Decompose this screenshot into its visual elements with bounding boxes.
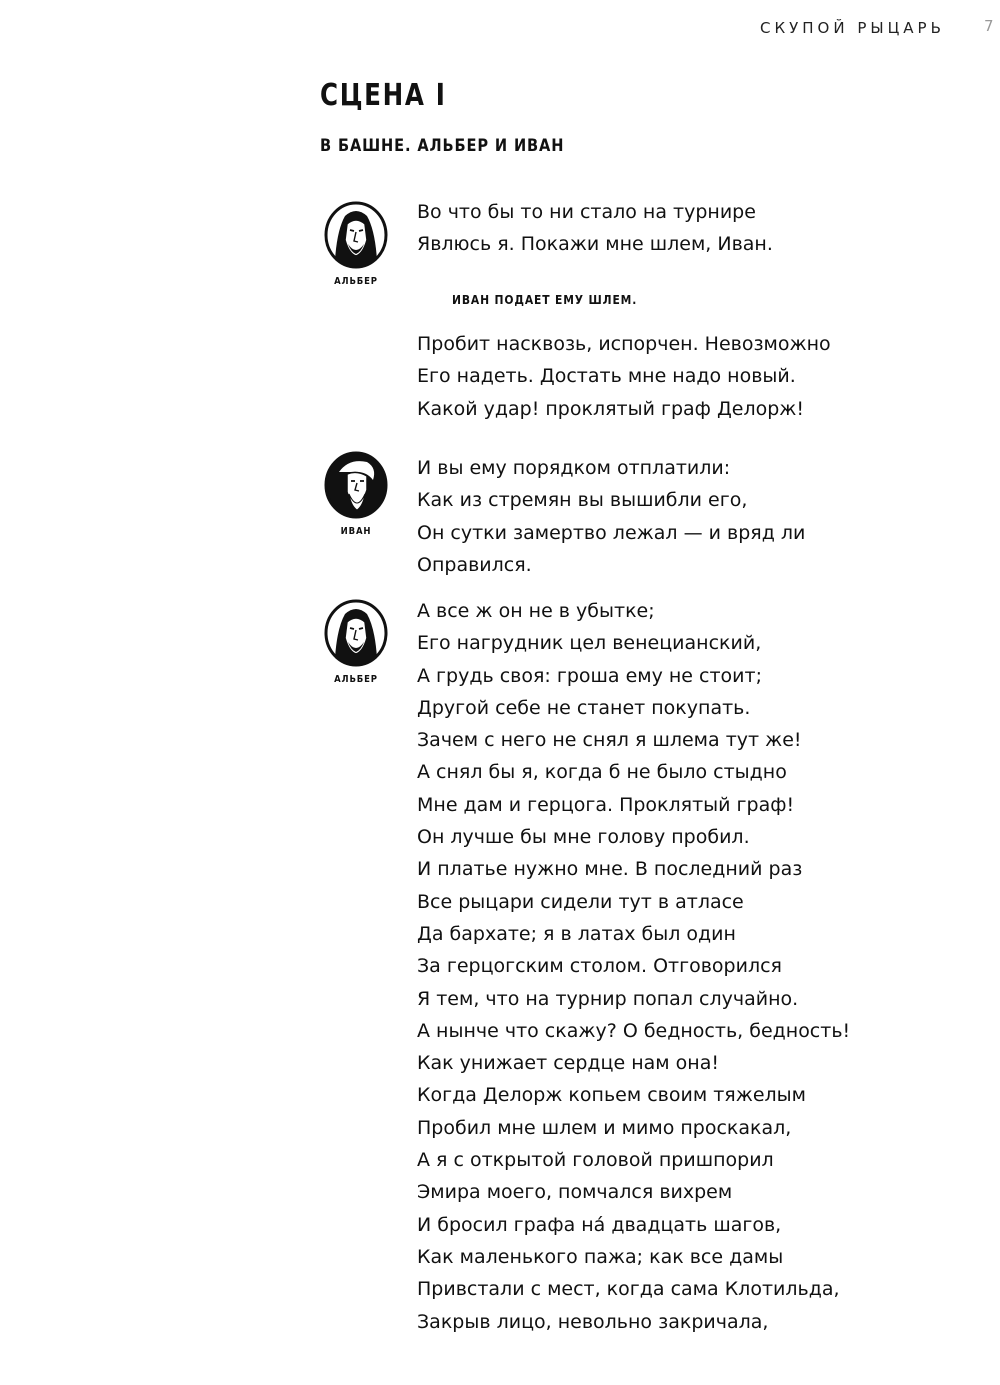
verse-line: Оправился. bbox=[417, 553, 532, 576]
verse-line: И бросил графа на́ двадцать шагов, bbox=[417, 1213, 782, 1236]
verse-line: Его надеть. Достать мне надо новый. bbox=[417, 365, 796, 388]
stage-direction: ИВАН ПОДАЕТ ЕМУ ШЛЕМ. bbox=[452, 292, 638, 307]
verse-line: А я с открытой головой пришпорил bbox=[417, 1149, 774, 1172]
verse-line: И вы ему порядком отплатили: bbox=[417, 457, 731, 479]
speech-albert-3 bbox=[417, 595, 850, 1338]
speech-albert-2 bbox=[417, 328, 831, 425]
albert-portrait-icon bbox=[323, 200, 389, 270]
portrait-label: ИВАН bbox=[340, 526, 372, 537]
verse-line: Когда Делорж копьем своим тяжелым bbox=[417, 1084, 806, 1107]
verse-line: Закрыв лицо, невольно закричала, bbox=[417, 1310, 769, 1333]
verse-line: Как унижает сердце нам она! bbox=[417, 1052, 719, 1075]
portrait-label: АЛЬБЕР bbox=[334, 674, 378, 685]
scene-subtitle: В БАШНЕ. АЛЬБЕР И ИВАН bbox=[320, 136, 565, 156]
albert-portrait-icon bbox=[323, 598, 389, 668]
verse-line: Да бархате; я в латах был один bbox=[417, 922, 736, 945]
speaker-portrait-albert bbox=[322, 200, 390, 287]
verse-line: Его нагрудник цел венецианский, bbox=[417, 632, 762, 655]
verse-line: Мне дам и герцога. Проклятый граф! bbox=[417, 793, 795, 816]
speech-albert-1 bbox=[417, 196, 773, 261]
speaker-portrait-albert-2 bbox=[322, 598, 390, 685]
verse-line: Другой себе не станет покупать. bbox=[417, 696, 751, 719]
verse-line: Я тем, что на турнир попал случайно. bbox=[417, 987, 799, 1010]
verse-line: Зачем с него не снял я шлема тут же! bbox=[417, 729, 802, 752]
verse-line: Пробит насквозь, испорчен. Невозможно bbox=[417, 333, 831, 355]
verse-line: Эмира моего, помчался вихрем bbox=[417, 1181, 733, 1204]
page-number: 7 bbox=[984, 17, 994, 35]
verse-line: Пробил мне шлем и мимо проскакал, bbox=[417, 1116, 792, 1139]
verse-line: Привстали с мест, когда сама Клотильда, bbox=[417, 1278, 840, 1301]
verse-line: А нынче что скажу? О бедность, бедность! bbox=[417, 1019, 851, 1042]
running-header-title: СКУПОЙ РЫЦАРЬ bbox=[760, 19, 945, 37]
verse-line: Во что бы то ни стало на турнире bbox=[417, 201, 756, 223]
portrait-label: АЛЬБЕР bbox=[334, 276, 378, 287]
verse-line: Все рыцари сидели тут в атласе bbox=[417, 890, 744, 913]
verse-line: Какой удар! проклятый граф Делорж! bbox=[417, 397, 805, 420]
speaker-portrait-ivan bbox=[322, 450, 390, 537]
scene-title: СЦЕНА I bbox=[320, 78, 447, 113]
verse-line: Он лучше бы мне голову пробил. bbox=[417, 826, 750, 849]
verse-line: Он сутки замертво лежал — и вряд ли bbox=[417, 521, 806, 544]
verse-line: А снял бы я, когда б не было стыдно bbox=[417, 761, 787, 784]
verse-line: А грудь своя: гроша ему не стоит; bbox=[417, 664, 762, 687]
verse-line: Как из стремян вы вышибли его, bbox=[417, 489, 748, 512]
ivan-portrait-icon bbox=[323, 450, 389, 520]
verse-line: А все ж он не в убытке; bbox=[417, 600, 655, 622]
verse-line: И платье нужно мне. В последний раз bbox=[417, 858, 803, 881]
speech-ivan bbox=[417, 452, 805, 581]
verse-line: Явлюсь я. Покажи мне шлем, Иван. bbox=[417, 233, 773, 256]
verse-line: За герцогским столом. Отговорился bbox=[417, 955, 782, 978]
verse-line: Как маленького пажа; как все дамы bbox=[417, 1245, 784, 1268]
